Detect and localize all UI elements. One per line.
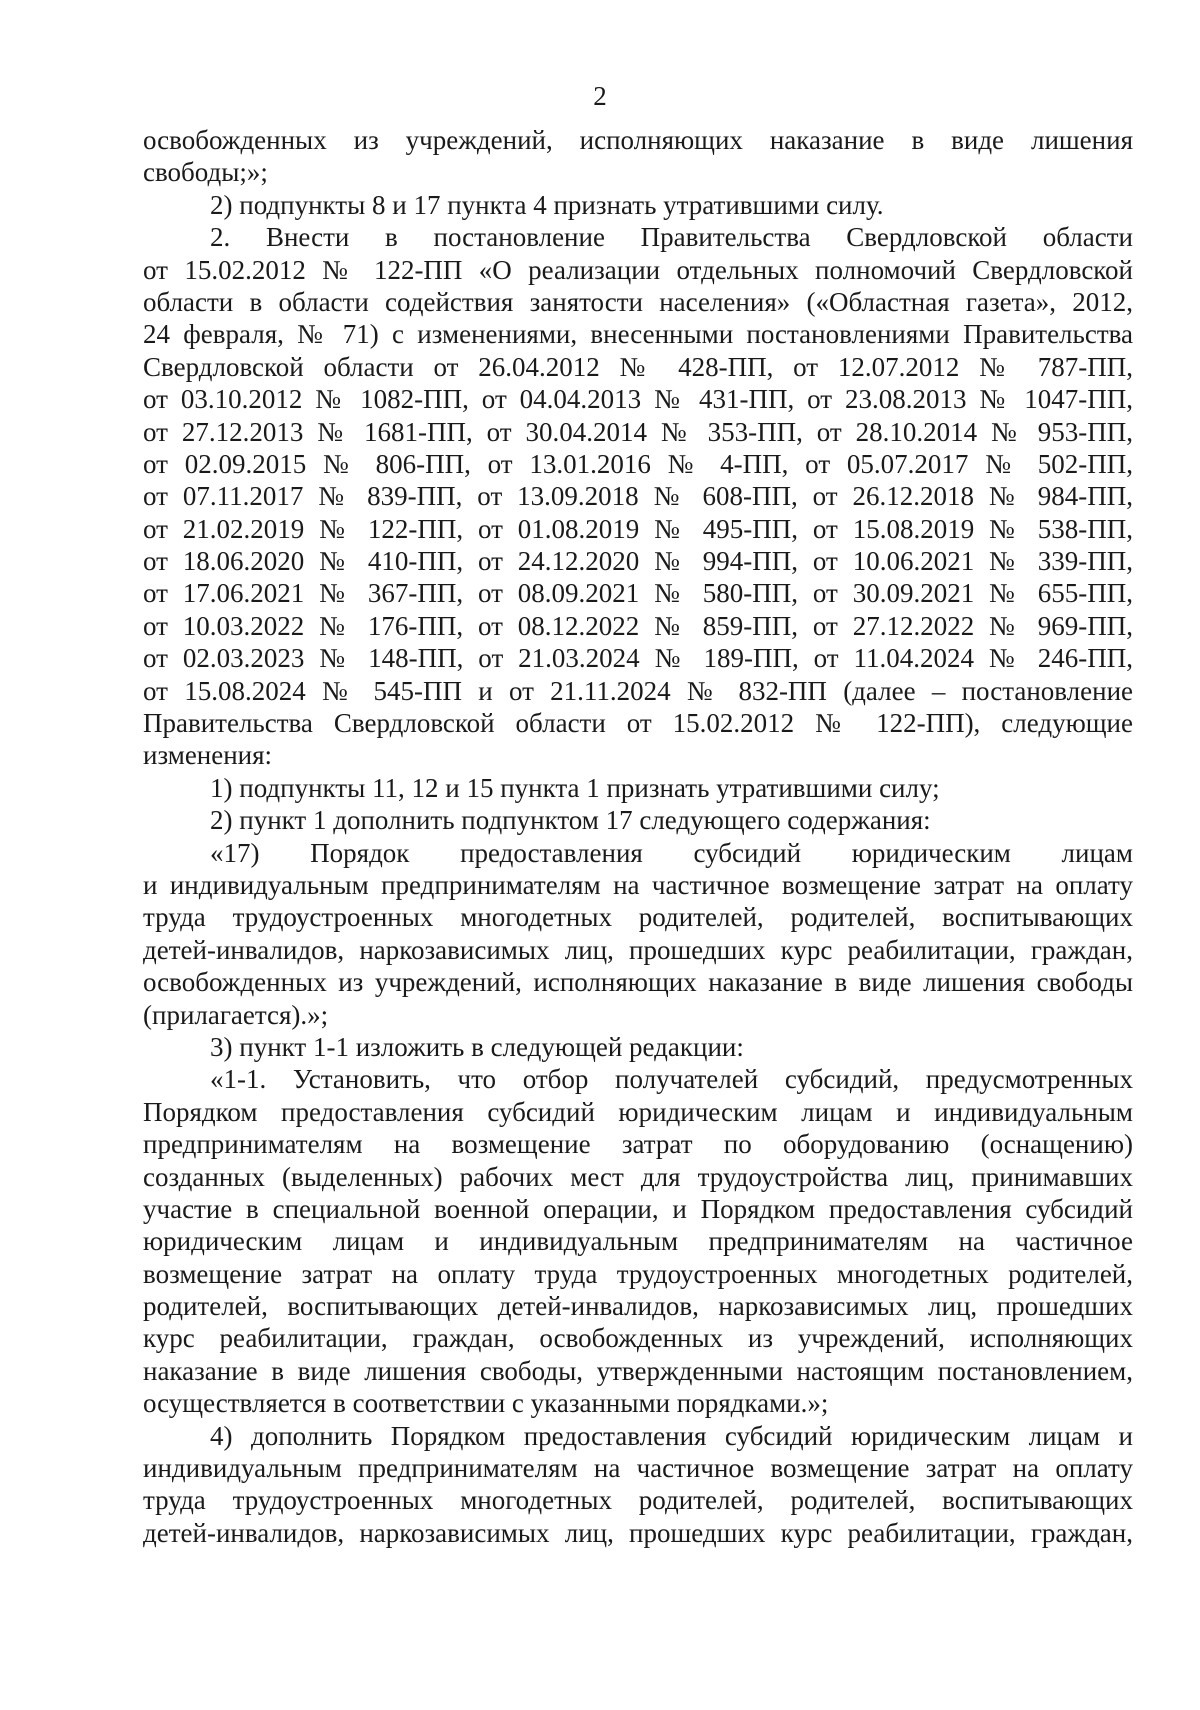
- text-line: детей-инвалидов, наркозависимых лиц, прошедших курс реабилитации, граждан,: [143, 1517, 1133, 1548]
- text-line: 4) дополнить Порядком предоставления субсидий юридическим лицам и: [210, 1420, 1133, 1451]
- text-line: от 02.09.2015 № 806-ПП, от 13.01.2016 № 4-ПП, от 05.07.2017 № 502-ПП,: [143, 448, 1133, 479]
- text-line: от 03.10.2012 № 1082-ПП, от 04.04.2013 № 431-ПП, от 23.08.2013 № 1047-ПП,: [143, 384, 1133, 415]
- text-line: 2. Внести в постановление Правительства Свердловской области: [210, 222, 1133, 253]
- text-line: родителей, воспитывающих детей-инвалидов, наркозависимых лиц, прошедших: [143, 1291, 1133, 1322]
- text-line: курс реабилитации, граждан, освобожденных из учреждений, исполняющих: [143, 1323, 1133, 1354]
- text-line: созданных (выделенных) рабочих мест для трудоустройства лиц, принимавших: [143, 1161, 1133, 1192]
- text-line: участие в специальной военной операции, и Порядком предоставления субсидий: [143, 1193, 1133, 1224]
- text-line: от 17.06.2021 № 367-ПП, от 08.09.2021 № 580-ПП, от 30.09.2021 № 655-ПП,: [143, 578, 1133, 609]
- text-line: «1-1. Установить, что отбор получателей субсидий, предусмотренных: [210, 1064, 1133, 1095]
- page-number: 2: [593, 81, 607, 111]
- text-line: Правительства Свердловской области от 15.02.2012 № 122-ПП), следующие: [143, 708, 1133, 739]
- text-line: Порядком предоставления субсидий юридическим лицам и индивидуальным: [143, 1096, 1133, 1127]
- text-line: 2) подпункты 8 и 17 пункта 4 признать утратившими силу.: [210, 189, 884, 220]
- text-line: от 10.03.2022 № 176-ПП, от 08.12.2022 № 859-ПП, от 27.12.2022 № 969-ПП,: [143, 610, 1133, 641]
- text-line: от 21.02.2019 № 122-ПП, от 01.08.2019 № 495-ПП, от 15.08.2019 № 538-ПП,: [143, 513, 1133, 544]
- text-line: труда трудоустроенных многодетных родителей, родителей, воспитывающих: [143, 902, 1133, 933]
- text-line: и индивидуальным предпринимателям на частичное возмещение затрат на оплату: [143, 869, 1133, 900]
- text-line: от 15.08.2024 № 545-ПП и от 21.11.2024 № 832-ПП (далее – постановление: [143, 675, 1133, 706]
- text-line: детей-инвалидов, наркозависимых лиц, прошедших курс реабилитации, граждан,: [143, 934, 1133, 965]
- text-line: от 02.03.2023 № 148-ПП, от 21.03.2024 № 189-ПП, от 11.04.2024 № 246-ПП,: [143, 643, 1133, 674]
- document-body: [143, 124, 1133, 1549]
- text-line: 1) подпункты 11, 12 и 15 пункта 1 признать утратившими силу;: [210, 772, 940, 803]
- text-line: от 15.02.2012 № 122-ПП «О реализации отдельных полномочий Свердловской: [143, 254, 1133, 285]
- text-line: освобожденных из учреждений, исполняющих наказание в виде лишения: [143, 125, 1133, 155]
- text-line: осуществляется в соответствии с указанными порядками.»;: [143, 1388, 829, 1419]
- text-line: труда трудоустроенных многодетных родителей, родителей, воспитывающих: [143, 1485, 1133, 1516]
- text-line: Свердловской области от 26.04.2012 № 428-ПП, от 12.07.2012 № 787-ПП,: [143, 351, 1133, 382]
- text-line: наказание в виде лишения свободы, утвержденными настоящим постановлением,: [143, 1355, 1133, 1386]
- text-line: области в области содействия занятости населения» («Областная газета», 2012,: [143, 286, 1133, 317]
- text-line: «17) Порядок предоставления субсидий юридическим лицам: [210, 837, 1133, 868]
- text-line: предпринимателям на возмещение затрат по оборудованию (оснащению): [143, 1129, 1133, 1160]
- text-line: изменения:: [143, 740, 273, 771]
- text-line: 2) пункт 1 дополнить подпунктом 17 следующего содержания:: [210, 805, 931, 836]
- text-line: от 27.12.2013 № 1681-ПП, от 30.04.2014 № 353-ПП, от 28.10.2014 № 953-ПП,: [143, 416, 1133, 447]
- text-line: освобожденных из учреждений, исполняющих наказание в виде лишения свободы: [143, 967, 1133, 998]
- text-line: возмещение затрат на оплату труда трудоустроенных многодетных родителей,: [143, 1258, 1133, 1289]
- text-line: 24 февраля, № 71) с изменениями, внесенными постановлениями Правительства: [143, 319, 1133, 350]
- text-line: свободы;»;: [143, 157, 268, 188]
- text-line: от 07.11.2017 № 839-ПП, от 13.09.2018 № 608-ПП, от 26.12.2018 № 984-ПП,: [143, 481, 1133, 512]
- text-line: юридическим лицам и индивидуальным предпринимателям на частичное: [143, 1226, 1133, 1257]
- text-line: (прилагается).»;: [143, 999, 329, 1030]
- text-line: индивидуальным предпринимателям на частичное возмещение затрат на оплату: [143, 1453, 1133, 1484]
- text-line: от 18.06.2020 № 410-ПП, от 24.12.2020 № 994-ПП, от 10.06.2021 № 339-ПП,: [143, 546, 1133, 577]
- text-line: 3) пункт 1-1 изложить в следующей редакции:: [210, 1031, 744, 1062]
